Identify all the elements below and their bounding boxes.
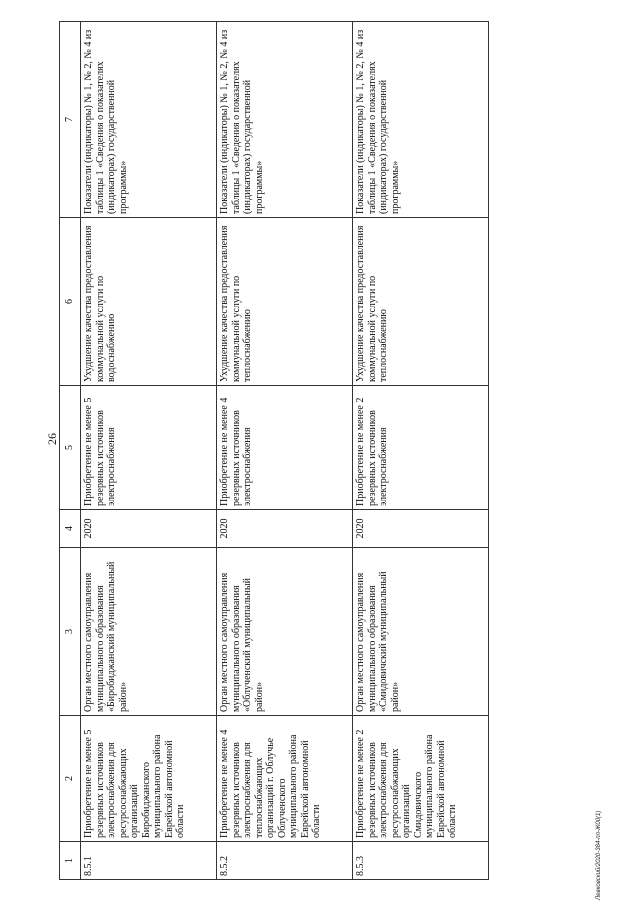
rotated-table-container xyxy=(59,22,489,880)
footer-note-wrapper xyxy=(596,620,604,900)
row-indicators: Показатели (индикаторы) № 1, № 2, № 4 из таблицы 1 «Сведения о показателях (индикаторах) государственной программы» xyxy=(217,22,353,218)
table-row xyxy=(81,22,217,880)
row-action: Приобретение не менее 5 резервных источников электроснабжения для ресурсоснабжающих организаций Биробиджанского муниципального района Еврейской автономной области xyxy=(81,716,217,842)
row-consequence: Ухудшение качества предоставления коммунальной услуги по теплоснабжению xyxy=(353,218,489,386)
row-executor: Орган местного самоуправления муниципального образования «Облученский муниципальный район» xyxy=(217,548,353,716)
table-row xyxy=(217,22,353,880)
row-indicators: Показатели (индикаторы) № 1, № 2, № 4 из таблицы 1 «Сведения о показателях (индикаторах) государственной программы» xyxy=(353,22,489,218)
header-col-2: 2 xyxy=(60,716,81,842)
row-executor: Орган местного самоуправления муниципального образования «Смидовичский муниципальный район» xyxy=(353,548,489,716)
table-header-row xyxy=(60,22,81,880)
row-year: 2020 xyxy=(81,510,217,548)
footer-note: Левковский/2020-384-пп-Ж00(1) xyxy=(596,810,602,900)
row-year: 2020 xyxy=(353,510,489,548)
header-col-1: 1 xyxy=(60,842,81,880)
row-action: Приобретение не менее 2 резервных источников электроснабжения для ресурсоснабжающих организаций Смидовичского муниципального района Еврейской автономной области xyxy=(353,716,489,842)
row-indicators: Показатели (индикаторы) № 1, № 2, № 4 из таблицы 1 «Сведения о показателях (индикаторах) государственной программы» xyxy=(81,22,217,218)
row-number: 8.5.3 xyxy=(353,842,489,880)
row-number: 8.5.2 xyxy=(217,842,353,880)
row-result: Приобретение не менее 2 резервных источников электроснабжения xyxy=(353,386,489,510)
measures-table xyxy=(59,21,489,880)
row-consequence: Ухудшение качества предоставления коммунальной услуги по теплоснабжению xyxy=(217,218,353,386)
row-number: 8.5.1 xyxy=(81,842,217,880)
table-row xyxy=(353,22,489,880)
header-col-7: 7 xyxy=(60,22,81,218)
row-action: Приобретение не менее 4 резервных источников электроснабжения для теплоснабжающих организаций г. Облучье Облученского муниципального района Еврейской автономной области xyxy=(217,716,353,842)
header-col-5: 5 xyxy=(60,386,81,510)
row-year: 2020 xyxy=(217,510,353,548)
row-executor: Орган местного самоуправления муниципального образования «Биробиджанский муниципальный район» xyxy=(81,548,217,716)
row-consequence: Ухудшение качества предоставления коммунальной услуги по водоснабжению xyxy=(81,218,217,386)
header-col-3: 3 xyxy=(60,548,81,716)
row-result: Приобретение не менее 4 резервных источников электроснабжения xyxy=(217,386,353,510)
page-number: 26 xyxy=(45,433,59,445)
header-col-4: 4 xyxy=(60,510,81,548)
header-col-6: 6 xyxy=(60,218,81,386)
row-result: Приобретение не менее 5 резервных источников электроснабжения xyxy=(81,386,217,510)
